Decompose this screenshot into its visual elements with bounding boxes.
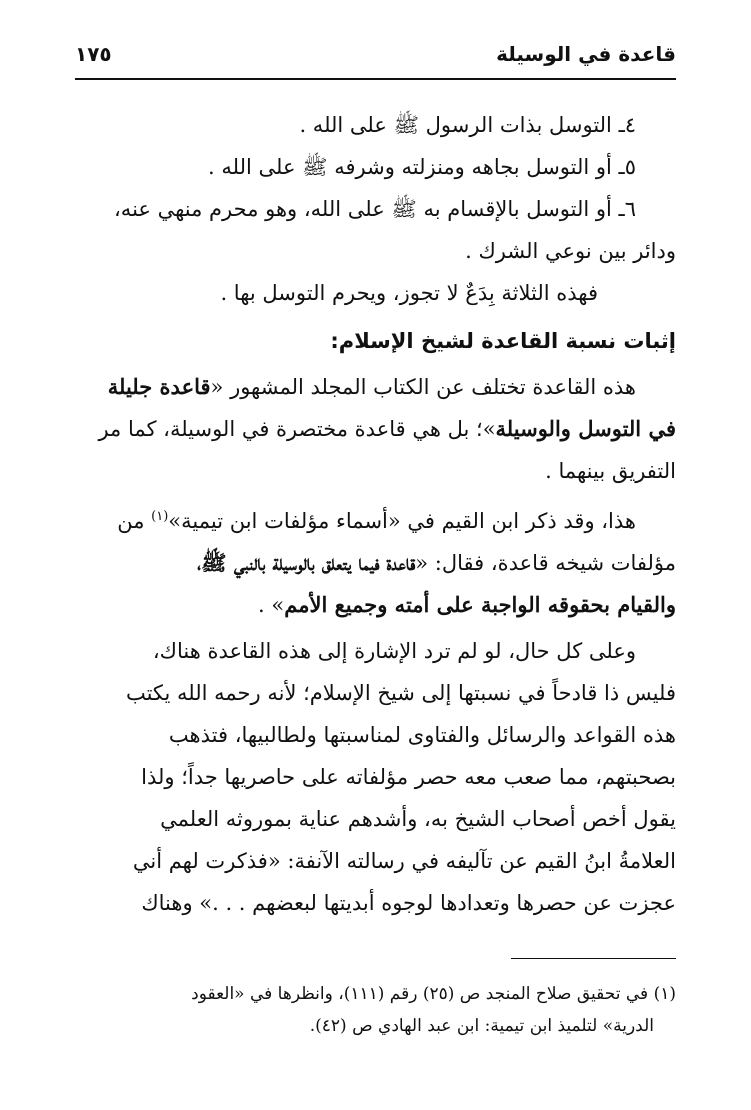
paragraph-line [75,542,676,584]
footnote-line: الدرية» لتلميذ ابن تيمية: ابن عبد الهادي ص (٤٢). [309,1016,654,1036]
footnotes [75,978,676,1042]
footnote-separator [511,958,676,959]
book-title: في التوسل والوسيلة [495,416,676,441]
text-span: هذا، وقد ذكر ابن القيم في «أسماء مؤلفات ابن تيمية» [168,509,636,533]
paragraph-line: فليس ذا قادحاً في نسبتها إلى شيخ الإسلام؛ لأنه رحمه الله يكتب [125,681,676,705]
paragraph-line: عجزت عن حصرها وتعدادها لوجوه أبديتها لبعضهم . . .» وهناك [141,891,676,915]
paragraph-line [75,496,676,542]
paragraph-line: بصحبتهم، مما صعب معه حصر مؤلفاته على حاصريها جداً؛ ولذا [141,765,676,789]
running-title: قاعدة في الوسيلة [496,42,676,66]
paragraph-line: التفريق بينهما . [545,459,676,483]
main-text [75,104,676,924]
text-span: من [117,509,152,533]
footnote-line: (١) في تحقيق صلاح المنجد ص (٢٥) رقم (١١١)، وانظرها في «العقود [191,984,676,1004]
conclusion-line: فهذه الثلاثة بِدَعٌ لا تجوز، ويحرم التوسل بها . [220,281,598,305]
page-header [75,40,676,76]
list-item: ٦ـ أو التوسل بالإقسام به ﷺ على الله، وهو محرم منهي عنه، [114,197,636,221]
text-span: مؤلفات شيخه قاعدة، فقال: « [415,551,676,575]
text-span: هذه القاعدة تختلف عن الكتاب المجلد المشهور « [210,375,636,399]
paragraph-2 [75,496,676,626]
quoted-title: والقيام بحقوقه الواجبة على أمته وجميع الأمم [284,592,676,617]
section-heading: إثبات نسبة القاعدة لشيخ الإسلام: [330,329,676,353]
paragraph-line: هذه القواعد والرسائل والفتاوى لمناسبتها ولطالبيها، فتذهب [168,723,676,747]
page-number: ١٧٥ [75,42,112,66]
text-span: » . [258,593,285,617]
paragraph-1 [75,366,676,492]
book-title: قاعدة جليلة [107,374,211,399]
paragraph-line: يقول أخص أصحاب الشيخ به، وأشدهم عناية بموروثه العلمي [160,807,676,831]
paragraph-line [75,408,676,450]
header-rule [75,78,676,80]
text-span: »؛ بل هي قاعدة مختصرة في الوسيلة، كما مر [98,417,496,441]
paragraph-line: وعلى كل حال، لو لم ترد الإشارة إلى هذه القاعدة هناك، [152,639,636,663]
footnote-reference[interactable]: (١) [151,509,169,524]
list-item: ٤ـ التوسل بذات الرسول ﷺ على الله . [299,113,636,137]
paragraph-line [75,584,676,626]
paragraph-line: العلامةُ ابنُ القيم عن تآليفه في رسالته الآنفة: «فذكرت لهم أني [132,849,676,873]
list-item: ٥ـ أو التوسل بجاهه ومنزلته وشرفه ﷺ على الله . [208,155,636,179]
paragraph-line [75,366,676,408]
list-item-continuation: ودائر بين نوعي الشرك . [465,239,676,263]
quoted-title: قاعدة فيما يتعلق بالوسيلة بالنبي ﷺ، [197,550,416,575]
paragraph-3 [75,630,676,924]
